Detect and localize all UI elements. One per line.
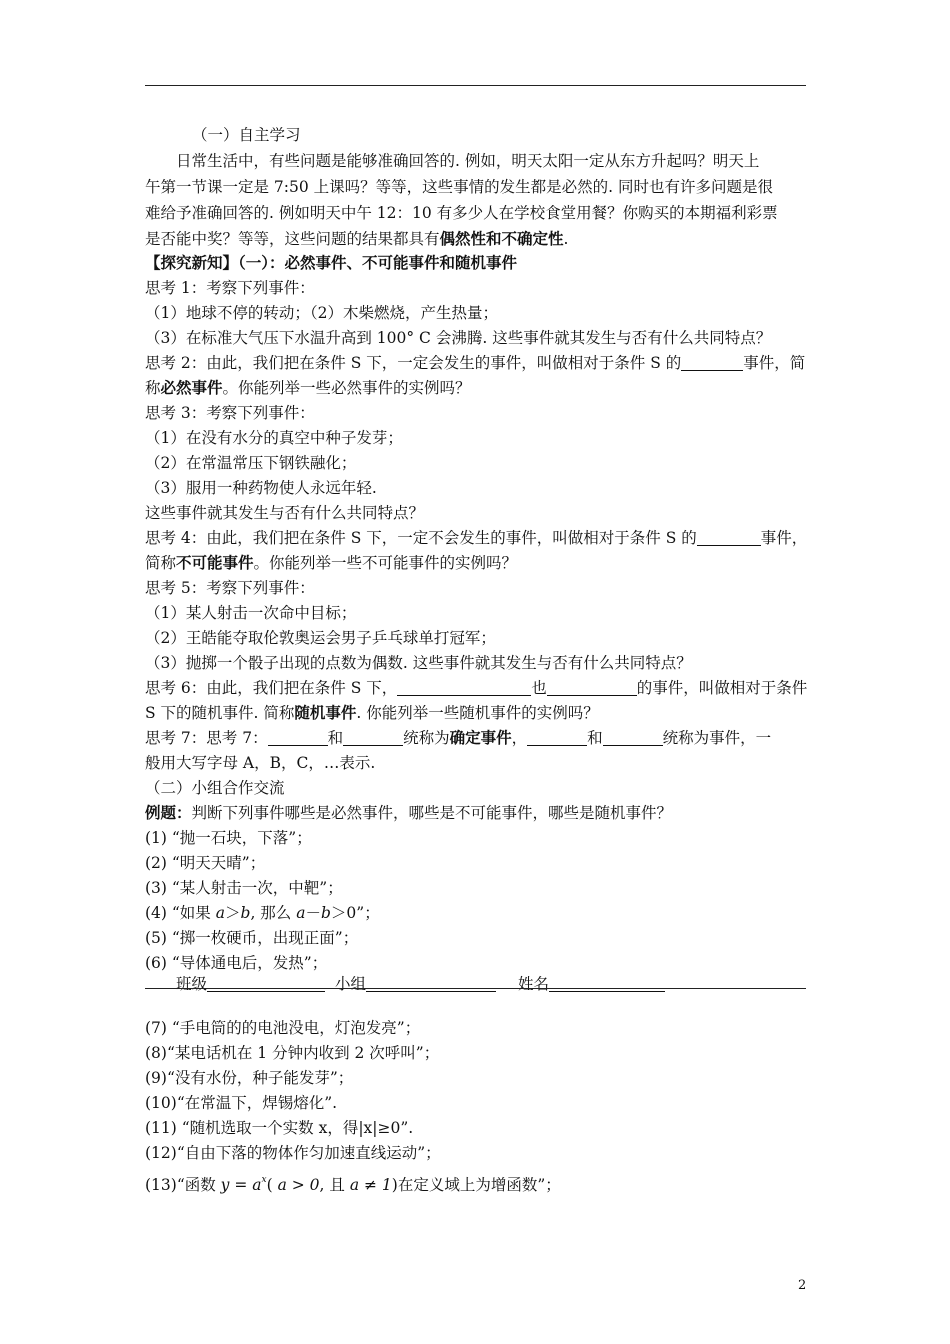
think4-text-a: 思考 4：由此，我们把在条件 S 下，一定不会发生的事件，叫做相对于条件 S 的	[145, 529, 697, 547]
think7-line-2: 般用大写字母 A，B，C，…表示.	[145, 754, 376, 772]
example-item-7: (7) “手电筒的的电池没电，灯泡发亮”；	[145, 1019, 421, 1037]
think3: 思考 3：考察下列事件：	[145, 404, 315, 422]
blank-certain-event	[681, 355, 743, 371]
ex4-part-c: , 那么	[250, 904, 297, 922]
section-heading-group: （二）小组合作交流	[145, 779, 285, 797]
think3-item-3: （3）服用一种药物使人永远年轻.	[145, 479, 377, 497]
section-heading-self-study: （一）自主学习	[192, 126, 301, 144]
ex13-cond-1: a > 0	[277, 1176, 320, 1194]
think7-text-a: 思考 7：思考 7：	[145, 729, 268, 747]
example-question	[145, 802, 672, 824]
footer-class-label: 班级	[176, 975, 208, 993]
think5-item-3: （3）抛掷一个骰子出现的点数为偶数. 这些事件就其发生与否有什么共同特点？	[145, 654, 692, 672]
think7-text-d: ，	[511, 729, 528, 747]
think2-text-c: 称	[145, 379, 161, 397]
think5-item-1: （1）某人射击一次命中目标；	[145, 604, 357, 622]
think4-text-b: 事件，	[760, 529, 808, 547]
think4-line-1	[145, 527, 807, 549]
blank-may-occur	[397, 680, 531, 696]
think2-text-a: 思考 2：由此，我们把在条件 S 下，一定会发生的事件，叫做相对于条件 S 的	[145, 354, 682, 372]
example-item-6: (6) “导体通电后，发热”；	[145, 954, 328, 972]
intro-line-2: 午第一节课一定是 7:50 上课吗？等等，这些事情的发生都是必然的. 同时也有许多问题是很	[145, 178, 774, 196]
intro-line-4	[145, 228, 568, 250]
ex13-and: , 且	[319, 1176, 350, 1194]
ex4-var-a2: a	[296, 904, 306, 922]
example-item-12: (12)“自由下落的物体作匀加速直线运动”；	[145, 1144, 441, 1162]
think3-question: 这些事件就其发生与否有什么共同特点？	[145, 504, 425, 522]
think7-text-e: 和	[587, 729, 603, 747]
blank-think7-2	[343, 730, 403, 746]
name-field	[549, 976, 665, 992]
think2-line-2	[145, 377, 471, 399]
ex4-var-a: a	[215, 904, 225, 922]
think6-line-2	[145, 702, 599, 724]
ex13-part-a: (13)“函数	[145, 1176, 221, 1194]
think7-line-1	[145, 727, 771, 749]
blank-think7-3	[527, 730, 587, 746]
think3-item-2: （2）在常温常压下钢铁融化；	[145, 454, 357, 472]
ex4-part-e: ＞0”；	[330, 904, 380, 922]
footer-rule	[145, 988, 806, 989]
ex4-var-b: b	[240, 904, 251, 922]
example-item-9: (9)“没有水份，种子能发芽”；	[145, 1069, 354, 1087]
intro-line-1: 日常生活中，有些问题是能够准确回答的. 例如，明天太阳一定从东方升起吗？明天上	[176, 152, 760, 170]
intro-emphasis: 偶然性和不确定性	[439, 229, 564, 248]
think2-text-b: 事件，简	[743, 354, 806, 372]
class-field	[207, 976, 325, 992]
think4-text-d: 。你能列举一些不可能事件的实例吗？	[253, 554, 518, 572]
example-item-13	[145, 1169, 561, 1194]
ex4-gt: ＞	[224, 904, 241, 922]
group-field	[366, 976, 496, 992]
ex4-var-b2: b	[320, 904, 331, 922]
think1-items: （1）地球不停的转动；（2）木柴燃烧，产生热量；	[145, 304, 498, 322]
ex13-cond-2: a ≠ 1	[349, 1176, 392, 1194]
think5-item-2: （2）王皓能夺取伦敦奥运会男子乒乓球单打冠军；	[145, 629, 496, 647]
term-random-event: 随机事件	[294, 703, 357, 722]
example-item-1: (1) “抛一石块，下落”；	[145, 829, 312, 847]
term-determined-event: 确定事件	[449, 728, 512, 747]
blank-may-not-occur	[547, 680, 637, 696]
think6-text-a: 思考 6：由此，我们把在条件 S 下，	[145, 679, 398, 697]
think7-text-b: 和	[327, 729, 344, 747]
think5: 思考 5：考察下列事件：	[145, 579, 315, 597]
think6-text-d: S 下的随机事件. 简称	[145, 704, 295, 722]
example-label: 例题：	[145, 803, 192, 822]
ex13-exponent: x	[261, 1175, 267, 1185]
think7-text-f: 统称为事件，一	[662, 729, 772, 747]
think4-text-c: 简称	[145, 554, 177, 572]
example-item-2: (2) “明天天晴”；	[145, 854, 266, 872]
think4-line-2	[145, 552, 517, 574]
think2-text-d: 。你能列举一些必然事件的实例吗？	[222, 379, 471, 397]
think7-text-c: 统称为	[403, 729, 450, 747]
example-item-8: (8)“某电话机在 1 分钟内收到 2 次呼叫”；	[145, 1044, 440, 1062]
example-question-text: 判断下列事件哪些是必然事件，哪些是不可能事件，哪些是随机事件？	[191, 804, 673, 822]
blank-think7-4	[603, 730, 663, 746]
example-item-5: (5) “掷一枚硬币，出现正面”；	[145, 929, 359, 947]
example-item-11: (11) “随机选取一个实数 x，得|x|≥0”.	[145, 1119, 414, 1137]
think6-text-b: 也	[531, 679, 547, 697]
term-certain-event: 必然事件	[160, 378, 223, 397]
blank-impossible-event	[697, 530, 761, 546]
think1-item3: （3）在标准大气压下水温升高到 100° C 会沸腾. 这些事件就其发生与否有什么共同特点？	[145, 329, 772, 347]
intro-line-4-text: 是否能中奖？等等，这些问题的结果都具有	[145, 230, 440, 248]
intro-line-3: 难给予准确回答的. 例如明天中午 12：10 有多少人在学校食堂用餐？你购买的本期福利彩票	[145, 204, 778, 222]
footer-group-label: 小组	[335, 975, 367, 993]
ex13-formula: y = a	[220, 1176, 262, 1194]
ex4-minus: －	[305, 904, 321, 922]
term-impossible-event: 不可能事件	[176, 553, 254, 572]
intro-end: .	[563, 230, 569, 248]
blank-think7-1	[268, 730, 328, 746]
header-rule	[145, 85, 806, 86]
example-item-4	[145, 902, 380, 924]
example-item-10: (10)“在常温下，焊锡熔化”.	[145, 1094, 338, 1112]
think6-text-c: 的事件，叫做相对于条件	[636, 679, 808, 697]
explore-heading: 【探究新知】（一）：必然事件、不可能事件和随机事件	[145, 253, 518, 272]
think3-item-1: （1）在没有水分的真空中种子发芽；	[145, 429, 403, 447]
think6-line-1	[145, 677, 807, 699]
footer-name-label: 姓名	[518, 975, 550, 993]
example-item-3: (3) “某人射击一次，中靶”；	[145, 879, 343, 897]
page-number: 2	[798, 1278, 807, 1293]
think6-text-e: . 你能列举一些随机事件的实例吗？	[356, 704, 599, 722]
ex13-paren: (	[266, 1176, 278, 1194]
ex13-part-f: )在定义域上为增函数”；	[391, 1176, 561, 1194]
think1: 思考 1：考察下列事件：	[145, 279, 315, 297]
think2-line-1	[145, 352, 805, 374]
ex4-part-a: (4) “如果	[145, 904, 216, 922]
footer-fields	[176, 973, 665, 995]
